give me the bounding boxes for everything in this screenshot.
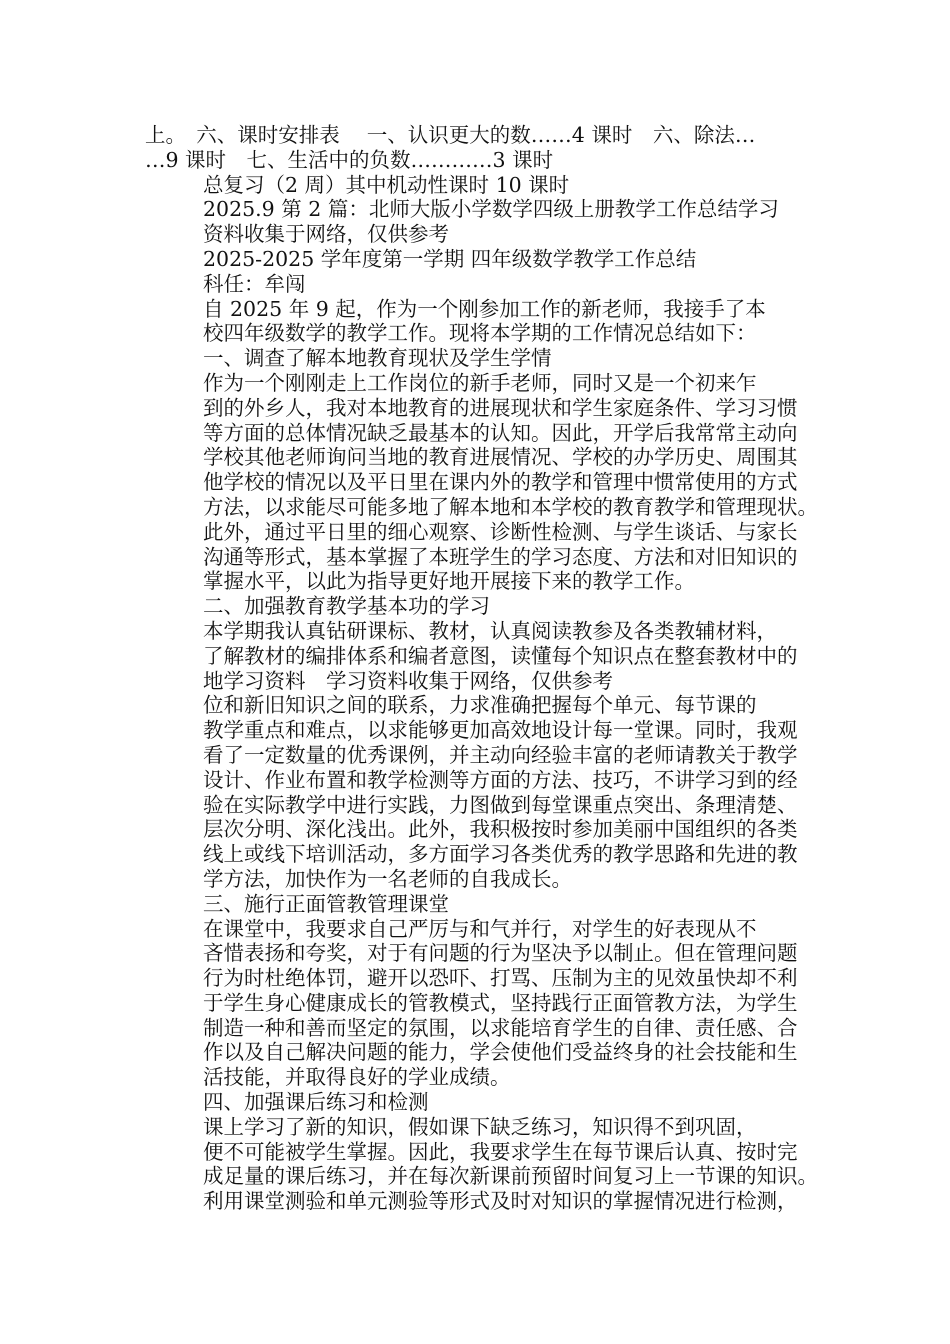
text-line: 制造一种和善而坚定的氛围，以求能培育学生的自律、责任感、合 <box>203 1015 798 1040</box>
text-line: 行为时杜绝体罚，避开以恐吓、打骂、压制为主的见效虽快却不利 <box>203 966 798 991</box>
text-line: 层次分明、深化浅出。此外，我积极按时参加美丽中国组织的各类 <box>203 817 798 842</box>
text-line: 上。 六、课时安排表 一、认识更大的数……4 课时 六、除法… <box>145 123 756 147</box>
text-line: 设计、作业布置和教学检测等方面的方法、技巧，不讲学习到的经 <box>203 767 798 792</box>
text-line: 总复习（2 周）其中机动性课时 10 课时 <box>203 172 570 197</box>
paragraph <box>145 197 825 247</box>
text-line: 作为一个刚刚走上工作岗位的新手老师，同时又是一个初来乍 <box>203 370 757 395</box>
text-line: 学方法，加快作为一名老师的自我成长。 <box>203 866 572 891</box>
text-line: 他学校的情况以及平日里在课内外的教学和管理中惯常使用的方式 <box>203 470 798 495</box>
text-line: 线上或线下培训活动，多方面学习各类优秀的教学思路和先进的教 <box>203 842 798 867</box>
paragraph <box>145 1090 825 1115</box>
text-line: 2025-2025 学年度第一学期 四年级数学教学工作总结 <box>203 246 697 271</box>
text-line: 成足量的课后练习，并在每次新课前预留时间复习上一节课的知识。 <box>203 1164 818 1189</box>
paragraph <box>145 346 825 371</box>
paragraph <box>145 272 825 297</box>
text-line: 方法，以求能尽可能多地了解本地和本学校的教育教学和管理现状。 <box>203 494 818 519</box>
text-line: 掌握水平，以此为指导更好地开展接下来的教学工作。 <box>203 569 695 594</box>
paragraph <box>145 1115 825 1214</box>
text-line: …9 课时 七、生活中的负数…………3 课时 <box>145 147 554 172</box>
text-line: 自 2025 年 9 起，作为一个刚参加工作的新老师，我接手了本 <box>203 296 766 321</box>
text-line: 到的外乡人，我对本地教育的进展现状和学生家庭条件、学习习惯 <box>203 395 798 420</box>
text-line: 等方面的总体情况缺乏最基本的认知。因此，开学后我常常主动向 <box>203 420 798 445</box>
text-line: 便不可能被学生掌握。因此，我要求学生在每节课后认真、按时完 <box>203 1139 798 1164</box>
text-line: 一、调查了解本地教育现状及学生学情 <box>203 346 552 371</box>
paragraph <box>145 247 825 272</box>
paragraph <box>145 917 825 1091</box>
text-line: 沟通等形式，基本掌握了本班学生的学习态度、方法和对旧知识的 <box>203 544 798 569</box>
paragraph <box>145 173 825 198</box>
paragraph <box>145 892 825 917</box>
text-line: 了解教材的编排体系和编者意图，读懂每个知识点在整套教材中的 <box>203 643 798 668</box>
paragraph <box>145 297 825 347</box>
text-line: 教学重点和难点，以求能够更加高效地设计每一堂课。同时，我观 <box>203 718 798 743</box>
text-line: 此外，通过平日里的细心观察、诊断性检测、与学生谈话、与家长 <box>203 519 798 544</box>
document-page <box>145 123 825 1214</box>
paragraph <box>145 371 825 594</box>
paragraph <box>145 123 825 173</box>
text-line: 位和新旧知识之间的联系，力求准确把握每个单元、每节课的 <box>203 693 757 718</box>
text-line: 学校其他老师询问当地的教育进展情况、学校的办学历史、周围其 <box>203 445 798 470</box>
paragraph <box>145 693 825 891</box>
text-line: 作以及自己解决问题的能力，学会使他们受益终身的社会技能和生 <box>203 1040 798 1065</box>
text-line: 二、加强教育教学基本功的学习 <box>203 594 490 619</box>
text-line: 四、加强课后练习和检测 <box>203 1090 429 1115</box>
text-line: 校四年级数学的教学工作。现将本学期的工作情况总结如下： <box>203 321 757 346</box>
paragraph <box>145 594 825 619</box>
text-line: 在课堂中，我要求自己严厉与和气并行，对学生的好表现从不 <box>203 916 757 941</box>
text-line: 活技能，并取得良好的学业成绩。 <box>203 1065 511 1090</box>
text-line: 2025.9 第 2 篇：北师大版小学数学四级上册教学工作总结学习 <box>203 197 779 222</box>
text-line: 吝惜表扬和夸奖，对于有问题的行为坚决予以制止。但在管理问题 <box>203 941 798 966</box>
text-line: 验在实际教学中进行实践，力图做到每堂课重点突出、条理清楚、 <box>203 792 798 817</box>
text-line: 科任：牟闯 <box>203 271 306 296</box>
text-line: 本学期我认真钻研课标、教材，认真阅读教参及各类教辅材料， <box>203 618 777 643</box>
paragraph <box>145 619 825 693</box>
text-line: 看了一定数量的优秀课例，并主动向经验丰富的老师请教关于教学 <box>203 742 798 767</box>
text-line: 课上学习了新的知识，假如课下缺乏练习，知识得不到巩固， <box>203 1114 757 1139</box>
text-line: 于学生身心健康成长的管教模式，坚持践行正面管教方法，为学生 <box>203 990 798 1015</box>
text-line: 三、施行正面管教管理课堂 <box>203 891 449 916</box>
text-line: 资料收集于网络，仅供参考 <box>203 222 449 247</box>
text-line: 利用课堂测验和单元测验等形式及时对知识的掌握情况进行检测， <box>203 1189 798 1214</box>
text-line: 地学习资料 学习资料收集于网络，仅供参考 <box>203 668 613 693</box>
